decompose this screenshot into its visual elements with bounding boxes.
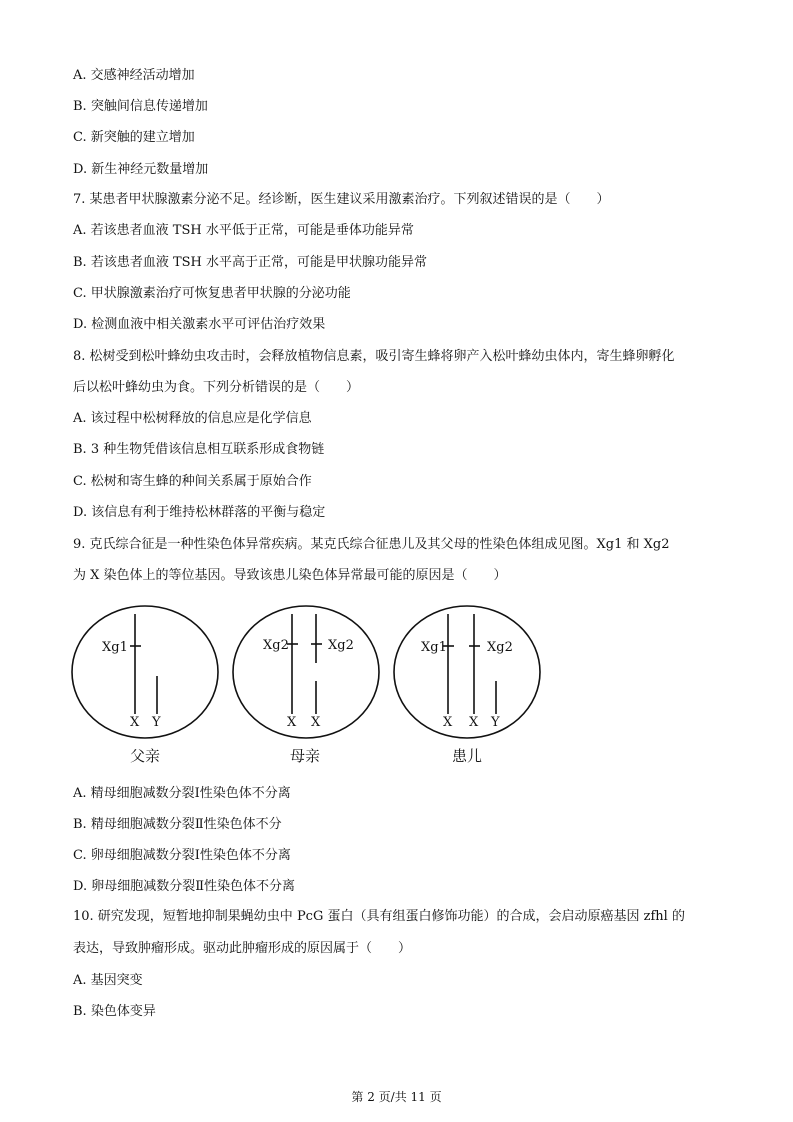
q7-option-d: D. 检测血液中相关激素水平可评估治疗效果	[73, 317, 326, 332]
child-gene-left: Xg1	[421, 640, 447, 655]
father-chrom-x: X	[130, 715, 140, 730]
page-footer: 第 2 页/共 11 页	[351, 1090, 442, 1104]
mother-chrom-x2: X	[311, 715, 321, 730]
q10-option-a: A. 基因突变	[73, 973, 143, 988]
q6-option-a: A. 交感神经活动增加	[73, 68, 195, 83]
child-caption: 患儿	[452, 747, 483, 765]
q9-option-a: A. 精母细胞减数分裂Ⅰ性染色体不分离	[73, 786, 291, 801]
q7-option-c: C. 甲状腺激素治疗可恢复患者甲状腺的分泌功能	[73, 286, 351, 301]
q9-option-c: C. 卵母细胞减数分裂Ⅰ性染色体不分离	[73, 848, 291, 863]
q8-option-d: D. 该信息有利于维持松林群落的平衡与稳定	[73, 505, 326, 520]
child-gene-right: Xg2	[487, 640, 513, 655]
q8-option-b: B. 3 种生物凭借该信息相互联系形成食物链	[73, 442, 325, 457]
q8-stem-line1: 8. 松树受到松叶蜂幼虫攻击时，会释放植物信息素，吸引寄生蜂将卵产入松叶蜂幼虫体内，寄生蜂卵孵化	[73, 349, 675, 364]
father-caption: 父亲	[130, 747, 161, 765]
mother-cell	[233, 606, 379, 738]
q9-stem-line1: 9. 克氏综合征是一种性染色体异常疾病。某克氏综合征患儿及其父母的性染色体组成见图。Xg1 和 Xg2	[73, 537, 670, 552]
child-chrom-y: Y	[491, 715, 500, 730]
q8-stem-line2: 后以松叶蜂幼虫为食。下列分析错误的是（ ）	[73, 380, 360, 395]
father-gene-label: Xg1	[102, 640, 128, 655]
q7-stem: 7. 某患者甲状腺激素分泌不足。经诊断，医生建议采用激素治疗。下列叙述错误的是（ ）	[73, 192, 610, 207]
mother-gene-right: Xg2	[328, 638, 354, 653]
q7-option-a: A. 若该患者血液 TSH 水平低于正常，可能是垂体功能异常	[73, 223, 414, 238]
father-cell	[72, 606, 218, 738]
q7-option-b: B. 若该患者血液 TSH 水平高于正常，可能是甲状腺功能异常	[73, 255, 427, 270]
q6-option-b: B. 突触间信息传递增加	[73, 99, 208, 114]
mother-gene-left: Xg2	[263, 638, 289, 653]
chromosome-diagram	[66, 596, 546, 778]
q6-option-c: C. 新突触的建立增加	[73, 130, 195, 145]
child-chrom-x2: X	[469, 715, 479, 730]
mother-caption: 母亲	[290, 747, 321, 765]
q10-option-b: B. 染色体变异	[73, 1004, 156, 1019]
q8-option-c: C. 松树和寄生蜂的种间关系属于原始合作	[73, 474, 312, 489]
child-cell	[394, 606, 540, 738]
mother-chrom-x1: X	[287, 715, 297, 730]
child-chrom-x1: X	[443, 715, 453, 730]
q10-stem-line2: 表达，导致肿瘤形成。驱动此肿瘤形成的原因属于（ ）	[73, 941, 412, 956]
father-chrom-y: Y	[152, 715, 161, 730]
q9-stem-line2: 为 X 染色体上的等位基因。导致该患儿染色体异常最可能的原因是（ ）	[73, 568, 507, 583]
q10-stem-line1: 10. 研究发现，短暂地抑制果蝇幼虫中 PcG 蛋白（具有组蛋白修饰功能）的合成，会启动原癌基因 zfhl 的	[73, 909, 685, 924]
q9-option-d: D. 卵母细胞减数分裂Ⅱ性染色体不分离	[73, 879, 296, 894]
q8-option-a: A. 该过程中松树释放的信息应是化学信息	[73, 411, 312, 426]
q6-option-d: D. 新生神经元数量增加	[73, 162, 209, 177]
q9-option-b: B. 精母细胞减数分裂Ⅱ性染色体不分	[73, 817, 282, 832]
